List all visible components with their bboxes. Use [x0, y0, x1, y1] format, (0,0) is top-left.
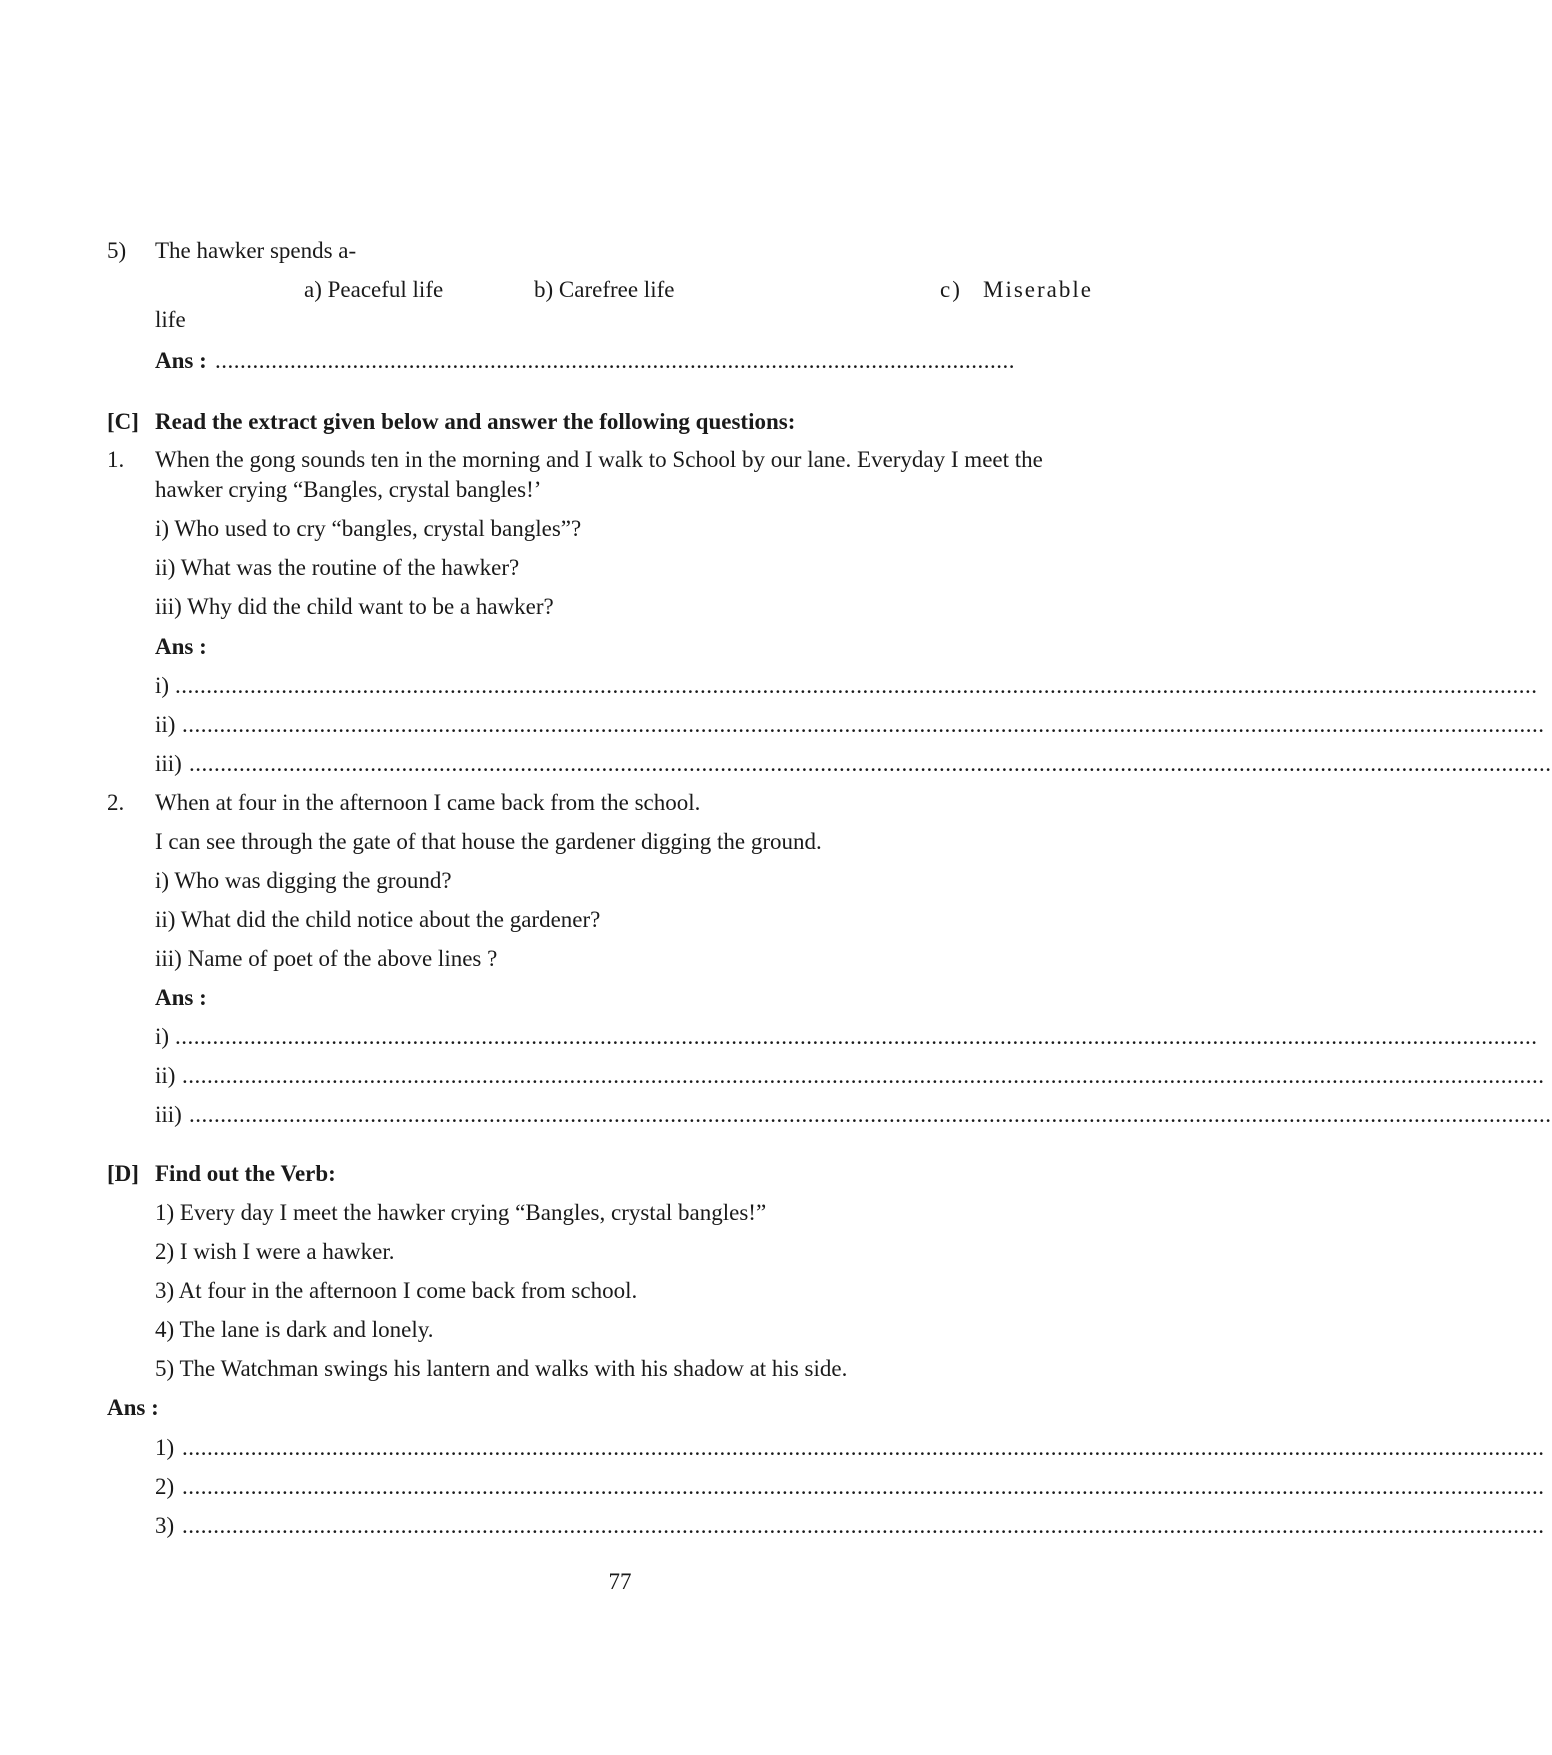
- c-q2-number: 2.: [107, 790, 125, 815]
- q5-option-c-label: c): [940, 277, 962, 302]
- c-q2-answer-line-3[interactable]: ..........................................................................................................................................................................................................................: [189, 1102, 1552, 1127]
- section-d-heading: Find out the Verb:: [155, 1161, 336, 1186]
- c-q2-question-3: iii) Name of poet of the above lines ?: [155, 946, 498, 971]
- c-q1-answer-line-1[interactable]: ..........................................................................................................................................................................................................................: [175, 673, 1538, 698]
- c-q1-ans-label: Ans :: [155, 634, 207, 659]
- d-item-1: 1) Every day I meet the hawker crying “Bangles, crystal bangles!”: [155, 1200, 767, 1225]
- d-item-4: 4) The lane is dark and lonely.: [155, 1317, 434, 1342]
- q5-answer-line[interactable]: ................................................................................................................................: [215, 348, 1015, 373]
- d-answer-line-2[interactable]: ..........................................................................................................................................................................................................................: [182, 1474, 1545, 1499]
- q5-option-a: a) Peaceful life: [304, 277, 444, 302]
- c-q2-question-2: ii) What did the child notice about the gardener?: [155, 907, 601, 932]
- d-ans-label: Ans :: [107, 1395, 159, 1420]
- q5-option-c-text: Miserable: [983, 277, 1093, 302]
- q5-stem: The hawker spends a-: [155, 238, 357, 263]
- c-q1-question-3: iii) Why did the child want to be a hawker?: [155, 594, 554, 619]
- d-answer-label-2: 2): [155, 1474, 175, 1499]
- d-answer-label-1: 1): [155, 1435, 175, 1460]
- c-q1-answer-line-2[interactable]: ..........................................................................................................................................................................................................................: [182, 712, 1545, 737]
- d-answer-line-1[interactable]: ..........................................................................................................................................................................................................................: [182, 1435, 1545, 1460]
- page-number: 77: [608, 1569, 632, 1594]
- c-q2-answer-line-2[interactable]: ..........................................................................................................................................................................................................................: [182, 1063, 1545, 1088]
- c-q2-answer-label-2: ii): [155, 1063, 176, 1088]
- section-d-label: [D]: [107, 1161, 139, 1186]
- q5-option-b: b) Carefree life: [534, 277, 675, 302]
- c-q2-answer-line-1[interactable]: ..........................................................................................................................................................................................................................: [175, 1024, 1538, 1049]
- d-item-3: 3) At four in the afternoon I come back from school.: [155, 1278, 638, 1303]
- c-q2-ans-label: Ans :: [155, 985, 207, 1010]
- q5-number: 5): [107, 238, 127, 263]
- section-c-label: [C]: [107, 409, 139, 434]
- c-q1-question-1: i) Who used to cry “bangles, crystal bangles”?: [155, 516, 582, 541]
- c-q1-answer-label-1: i): [155, 673, 170, 698]
- c-q1-answer-line-3[interactable]: ..........................................................................................................................................................................................................................: [189, 751, 1552, 776]
- c-q1-answer-label-2: ii): [155, 712, 176, 737]
- c-q1-extract-line2: hawker crying “Bangles, crystal bangles!’: [155, 477, 542, 502]
- q5-option-c-wrap: life: [155, 307, 186, 332]
- c-q2-answer-label-1: i): [155, 1024, 170, 1049]
- d-answer-line-3[interactable]: ..........................................................................................................................................................................................................................: [182, 1513, 1545, 1538]
- c-q2-answer-label-3: iii): [155, 1102, 182, 1127]
- c-q2-question-1: i) Who was digging the ground?: [155, 868, 452, 893]
- c-q1-answer-label-3: iii): [155, 751, 182, 776]
- section-c-heading: Read the extract given below and answer the following questions:: [155, 409, 796, 434]
- c-q1-number: 1.: [107, 447, 125, 472]
- d-item-2: 2) I wish I were a hawker.: [155, 1239, 395, 1264]
- c-q1-extract-line1: When the gong sounds ten in the morning and I walk to School by our lane. Everyday I meet the: [155, 447, 1043, 472]
- c-q1-question-2: ii) What was the routine of the hawker?: [155, 555, 520, 580]
- d-item-5: 5) The Watchman swings his lantern and walks with his shadow at his side.: [155, 1356, 848, 1381]
- c-q2-extract-line2: I can see through the gate of that house the gardener digging the ground.: [155, 829, 822, 854]
- d-answer-label-3: 3): [155, 1513, 175, 1538]
- c-q2-extract-line1: When at four in the afternoon I came back from the school.: [155, 790, 701, 815]
- q5-ans-label: Ans :: [155, 348, 207, 373]
